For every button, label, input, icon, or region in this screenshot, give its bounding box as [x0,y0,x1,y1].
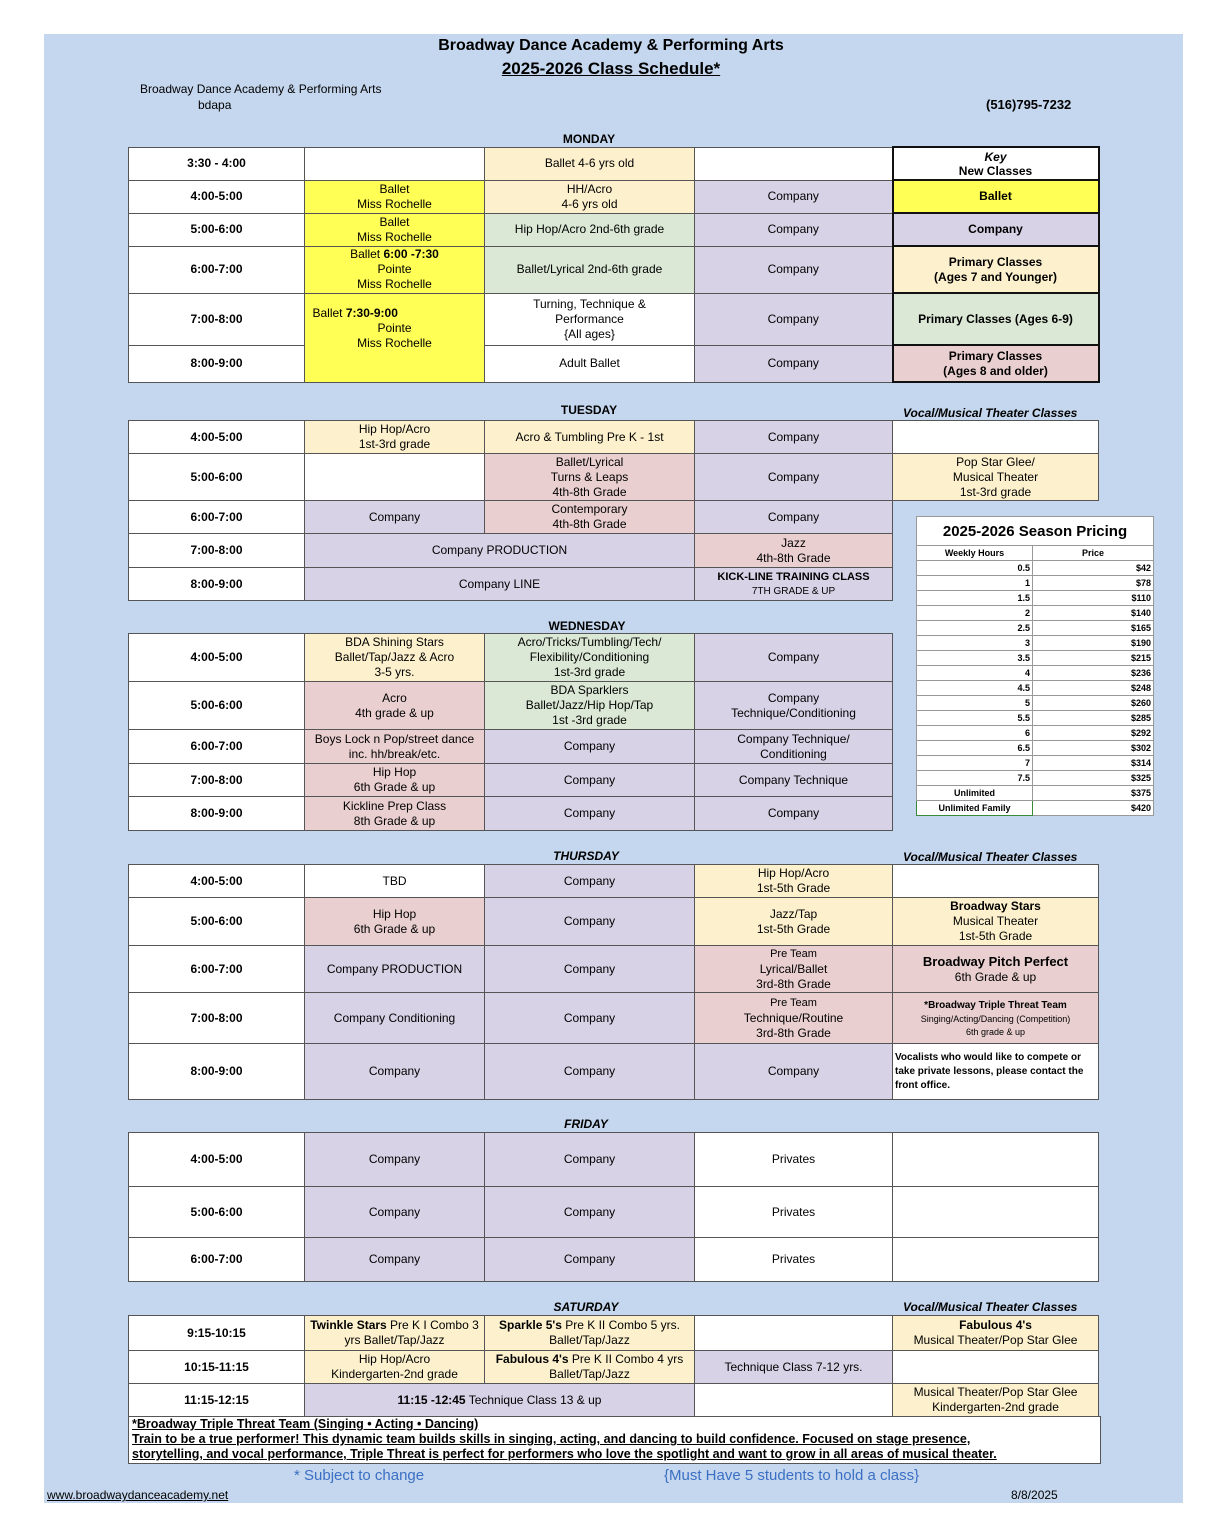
time-cell: 7:00-8:00 [129,534,305,568]
key-primary-8: Primary Classes (Ages 8 and older) [893,345,1099,382]
day-header-saturday: SATURDAY [553,1300,619,1314]
time-cell: 5:00-6:00 [129,682,305,730]
class-cell: Privates [695,1133,893,1187]
note-line-1: *Broadway Triple Threat Team (Singing • Acting • Dancing) [132,1417,479,1431]
class-cell: Privates [695,1238,893,1282]
price-value: $190 [1033,636,1154,651]
class-cell: Company [485,993,695,1044]
time-cell: 10:15-11:15 [129,1351,305,1384]
note-line-2: Train to be a true performer! This dynamic team builds skills in singing, acting, and dancing to build confidence. Focused on stage presence, [132,1432,971,1446]
time-cell: 5:00-6:00 [129,213,305,246]
class-cell: Technique Class 7-12 yrs. [695,1351,893,1384]
class-cell: Company [695,1044,893,1100]
class-cell: Hip Hop 6th Grade & up [305,898,485,946]
class-cell: Twinkle Stars Pre K I Combo 3 yrs Ballet/Tap/Jazz [305,1316,485,1351]
class-cell: Ballet Miss Rochelle [305,213,485,246]
key-new-classes: New Classes [958,163,1033,178]
class-cell: Adult Ballet [485,345,695,382]
class-cell: Pre Team Technique/Routine 3rd-8th Grade [695,993,893,1044]
day-header-wednesday: WEDNESDAY [548,619,626,633]
time-cell: 4:00-5:00 [129,180,305,213]
class-cell: Company [305,501,485,534]
price-value: $285 [1033,711,1154,726]
time-cell: 11:15-12:15 [129,1384,305,1417]
class-cell: TBD [305,865,485,898]
class-cell: Musical Theater/Pop Star Glee Kindergarten-2nd grade [893,1384,1099,1417]
time-cell: 4:00-5:00 [129,865,305,898]
class-cell: Turning, Technique & Performance {All ages} [485,293,695,345]
monday-table [128,146,1100,383]
price-value: $140 [1033,606,1154,621]
date: 8/8/2025 [1011,1488,1058,1502]
key-title: Key [984,149,1007,164]
empty-cell [695,147,893,180]
class-cell: *Broadway Triple Threat Team Singing/Acting/Dancing (Competition) 6th grade & up [893,993,1099,1044]
class-cell: Company [485,865,695,898]
page-subtitle: 2025-2026 Class Schedule* [501,59,721,78]
time-cell: 8:00-9:00 [129,345,305,382]
class-cell: Fabulous 4's Pre K II Combo 4 yrs Ballet/Tap/Jazz [485,1351,695,1384]
class-cell: BDA Shining Stars Ballet/Tap/Jazz & Acro 3-5 yrs. [305,634,485,682]
class-cell: Company PRODUCTION [305,946,485,993]
min-students-note: {Must Have 5 students to hold a class} [664,1467,920,1484]
key-company: Company [893,213,1099,246]
class-cell: Jazz/Tap 1st-5th Grade [695,898,893,946]
class-cell: Company [305,1187,485,1238]
class-cell: Company [485,946,695,993]
empty-cell [893,1187,1099,1238]
price-hours: 1 [917,576,1033,591]
studio-short: bdapa [198,98,232,112]
day-header-monday: MONDAY [562,132,616,146]
time-cell: 4:00-5:00 [129,634,305,682]
class-cell: Boys Lock n Pop/street dance inc. hh/break/etc. [305,730,485,764]
time-cell: 9:15-10:15 [129,1316,305,1351]
pricing-title: 2025-2026 Season Pricing [917,517,1154,546]
price-hours: 6.5 [917,741,1033,756]
vocalists-note: Vocalists who would like to compete or take private lessons, please contact the front office. [893,1044,1099,1100]
time-cell: 5:00-6:00 [129,1187,305,1238]
subject-to-change: * Subject to change [294,1467,425,1484]
empty-cell [893,1133,1099,1187]
class-cell: Company Technique [695,764,893,797]
day-header-thursday: THURSDAY [553,849,619,863]
price-hours: 1.5 [917,591,1033,606]
class-cell: Company [695,454,893,501]
class-cell: Company [485,1044,695,1100]
price-value: $248 [1033,681,1154,696]
class-cell: Company Technique/Conditioning [695,682,893,730]
empty-cell [695,1384,893,1417]
price-hours: 3 [917,636,1033,651]
class-cell: Pre Team Lyrical/Ballet 3rd-8th Grade [695,946,893,993]
website-link[interactable]: www.broadwaydanceacademy.net [47,1488,229,1502]
friday-table [128,1132,1099,1282]
class-cell: Privates [695,1187,893,1238]
price-unlimited: Unlimited [917,786,1033,801]
class-cell: Company [485,730,695,764]
time-cell: 8:00-9:00 [129,1044,305,1100]
price-hours: 6 [917,726,1033,741]
class-cell: HH/Acro 4-6 yrs old [485,180,695,213]
class-cell: Company Conditioning [305,993,485,1044]
empty-cell [893,421,1099,454]
class-cell: Hip Hop/Acro Kindergarten-2nd grade [305,1351,485,1384]
price-value: $260 [1033,696,1154,711]
class-cell: Company [485,1133,695,1187]
class-cell: Company [695,501,893,534]
pricing-col-hours: Weekly Hours [917,546,1033,561]
price-hours: 2.5 [917,621,1033,636]
price-family: Unlimited Family [917,801,1033,816]
class-cell: Company [695,421,893,454]
price-value: $292 [1033,726,1154,741]
price-hours: 2 [917,606,1033,621]
empty-cell [305,454,485,501]
class-cell: Ballet/Lyrical 2nd-6th grade [485,246,695,293]
class-cell: Company [485,898,695,946]
class-cell: Ballet Miss Rochelle [305,180,485,213]
class-cell: Contemporary 4th-8th Grade [485,501,695,534]
class-cell: Company [695,180,893,213]
time-cell: 5:00-6:00 [129,898,305,946]
class-cell: Broadway Stars Musical Theater 1st-5th Grade [893,898,1099,946]
time-cell: 7:00-8:00 [129,993,305,1044]
time-cell: 7:00-8:00 [129,764,305,797]
time-cell: 4:00-5:00 [129,421,305,454]
time-cell: 4:00-5:00 [129,1133,305,1187]
class-cell: Company [695,213,893,246]
class-cell: BDA Sparklers Ballet/Jazz/Hip Hop/Tap 1st -3rd grade [485,682,695,730]
time-cell: 3:30 - 4:00 [129,147,305,180]
day-header-tuesday: TUESDAY [560,403,618,417]
class-cell: Hip Hop/Acro 2nd-6th grade [485,213,695,246]
wednesday-table [128,633,893,831]
class-cell: Broadway Pitch Perfect 6th Grade & up [893,946,1099,993]
class-cell: KICK-LINE TRAINING CLASS 7TH GRADE & UP [695,568,893,601]
class-cell: Acro/Tricks/Tumbling/Tech/ Flexibility/Conditioning 1st-3rd grade [485,634,695,682]
class-cell: Hip Hop 6th Grade & up [305,764,485,797]
time-cell: 8:00-9:00 [129,568,305,601]
price-hours: 7.5 [917,771,1033,786]
vocal-header: Vocal/Musical Theater Classes [903,1300,1078,1314]
price-value: $78 [1033,576,1154,591]
time-cell: 6:00-7:00 [129,1238,305,1282]
phone-number: (516)795-7232 [986,97,1072,112]
price-value: $236 [1033,666,1154,681]
key-primary-6-9: Primary Classes (Ages 6-9) [893,293,1099,345]
thursday-table [128,864,1099,1100]
class-cell: Hip Hop/Acro 1st-3rd grade [305,421,485,454]
empty-cell [695,1316,893,1351]
vocal-header: Vocal/Musical Theater Classes [903,406,1078,420]
class-cell: Jazz 4th-8th Grade [695,534,893,568]
price-hours: 4 [917,666,1033,681]
time-cell: 6:00-7:00 [129,730,305,764]
studio-name: Broadway Dance Academy & Performing Arts [140,82,382,96]
triple-threat-note [128,1416,1101,1464]
time-cell: 6:00-7:00 [129,946,305,993]
time-cell: 6:00-7:00 [129,501,305,534]
key-primary-7: Primary Classes (Ages 7 and Younger) [893,246,1099,293]
price-hours: 3.5 [917,651,1033,666]
empty-cell [893,1351,1099,1384]
class-cell: Ballet 4-6 yrs old [485,147,695,180]
class-cell: Company [695,797,893,831]
price-hours: 0.5 [917,561,1033,576]
day-header-friday: FRIDAY [564,1117,608,1131]
price-value: $110 [1033,591,1154,606]
page-title: Broadway Dance Academy & Performing Arts [438,37,784,54]
price-hours: 5.5 [917,711,1033,726]
note-line-3: storytelling, and vocal performance, Triple Threat is perfect for performers who love the spotlight and want to grow in all areas of musical theater. [132,1447,997,1461]
class-cell: Company [485,764,695,797]
key-ballet: Ballet [893,180,1099,213]
class-cell: Kickline Prep Class 8th Grade & up [305,797,485,831]
price-hours: 5 [917,696,1033,711]
class-cell: 11:15 -12:45 Technique Class 13 & up [305,1384,695,1417]
vocal-header: Vocal/Musical Theater Classes [903,850,1078,864]
class-cell: Ballet 7:30-9:00 Pointe Miss Rochelle [305,293,485,382]
empty-cell [893,1238,1099,1282]
saturday-table [128,1315,1099,1417]
class-cell: Company [305,1133,485,1187]
time-cell: 7:00-8:00 [129,293,305,345]
class-cell: Company [695,634,893,682]
price-hours: 7 [917,756,1033,771]
class-cell: Ballet/Lyrical Turns & Leaps 4th-8th Grade [485,454,695,501]
empty-cell [893,865,1099,898]
class-cell: Hip Hop/Acro 1st-5th Grade [695,865,893,898]
class-cell: Company [305,1044,485,1100]
pricing-col-price: Price [1033,546,1154,561]
class-cell: Company [695,345,893,382]
class-cell: Company [485,1187,695,1238]
price-hours: 4.5 [917,681,1033,696]
time-cell: 8:00-9:00 [129,797,305,831]
pricing-table [916,516,1154,816]
class-cell: Fabulous 4's Musical Theater/Pop Star Glee [893,1316,1099,1351]
price-value: $302 [1033,741,1154,756]
price-value: $420 [1033,801,1154,816]
time-cell: 5:00-6:00 [129,454,305,501]
class-cell: Pop Star Glee/ Musical Theater 1st-3rd grade [893,454,1099,501]
class-cell: Company Technique/ Conditioning [695,730,893,764]
key-header [893,147,1099,180]
class-cell: Company [695,246,893,293]
class-cell: Ballet 6:00 -7:30 Pointe Miss Rochelle [305,246,485,293]
class-cell: Company LINE [305,568,695,601]
class-cell: Acro 4th grade & up [305,682,485,730]
price-value: $314 [1033,756,1154,771]
class-cell: Company PRODUCTION [305,534,695,568]
empty-cell [305,147,485,180]
class-cell: Company [305,1238,485,1282]
price-value: $165 [1033,621,1154,636]
price-value: $325 [1033,771,1154,786]
class-cell: Company [695,293,893,345]
class-cell: Company [485,1238,695,1282]
time-cell: 6:00-7:00 [129,246,305,293]
class-cell: Company [485,797,695,831]
price-value: $375 [1033,786,1154,801]
price-value: $42 [1033,561,1154,576]
class-cell: Acro & Tumbling Pre K - 1st [485,421,695,454]
class-cell: Sparkle 5's Pre K II Combo 5 yrs. Ballet/Tap/Jazz [485,1316,695,1351]
price-value: $215 [1033,651,1154,666]
